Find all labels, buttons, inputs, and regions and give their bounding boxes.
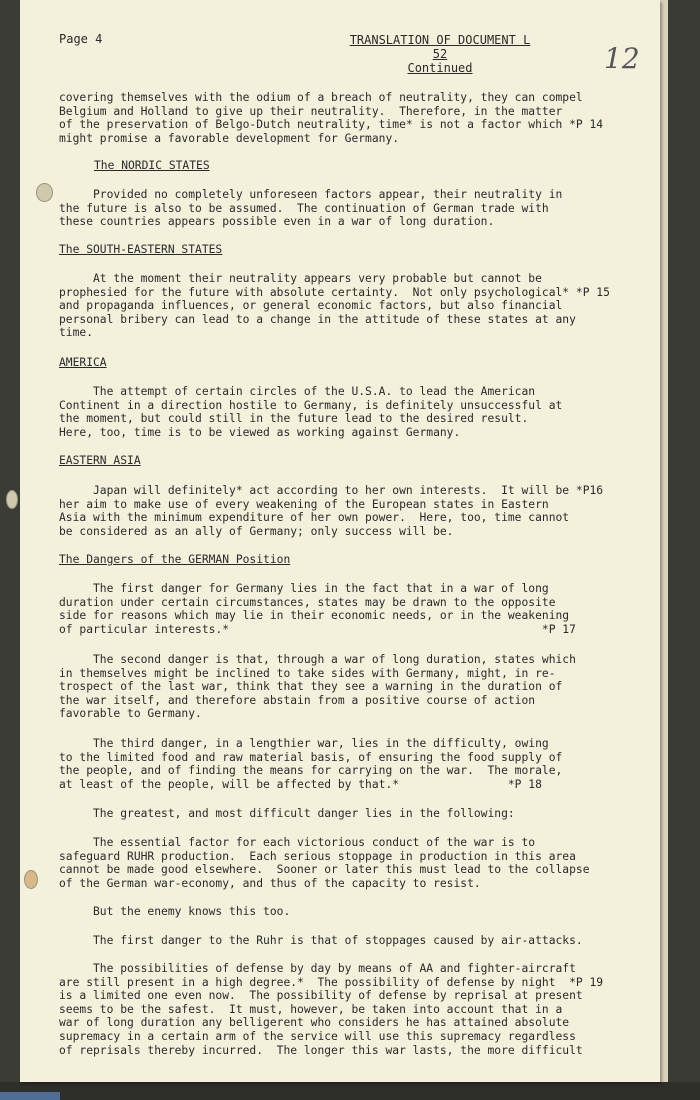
text-line: But the enemy knows this too.	[59, 905, 291, 918]
text-line: The attempt of certain circles of the U.S.A. to lead the American	[59, 385, 536, 398]
text-line: Belgium and Holland to give up their neutrality. Therefore, in the matter	[59, 104, 563, 118]
text-line: cannot be made good elsewhere. Sooner or later this must lead to the collapse	[59, 863, 590, 877]
text-line: trospect of the last war, think that they see a warning in the duration of	[59, 680, 563, 694]
document-header	[345, 33, 535, 75]
text-line: the moment, but could still in the future lead to the desired result.	[59, 412, 529, 426]
paragraph-america	[59, 385, 562, 439]
heading-south-eastern	[59, 243, 222, 257]
text-line: the future is also to be assumed. The continuation of German trade with	[59, 201, 549, 215]
text-line: the people, and of finding the means for carrying on the war. The morale,	[59, 764, 563, 778]
text-line: The third danger, in a lengthier war, lies in the difficulty, owing	[59, 737, 549, 750]
paragraph-greatest-danger	[59, 807, 515, 821]
section-heading: The SOUTH-EASTERN STATES	[59, 243, 223, 256]
blue-cover-edge	[0, 1092, 60, 1100]
paragraph-enemy-knows	[59, 905, 290, 919]
text-line: of the preservation of Belgo-Dutch neutrality, time* is not a factor which *P 14	[59, 118, 604, 132]
paragraph-first-danger	[59, 582, 576, 636]
text-line: is a limited one even now. The possibility of defense by reprisal at present	[59, 989, 583, 1003]
text-line: seems to be the safest. It must, however, be taken into account that in a	[59, 1002, 563, 1016]
text-line: might promise a favorable development for Germany.	[59, 131, 400, 145]
text-line: The first danger for Germany lies in the fact that in a war of long	[59, 582, 549, 595]
punch-hole	[6, 490, 18, 509]
punch-hole	[24, 870, 38, 889]
section-heading: EASTERN ASIA	[59, 454, 141, 467]
text-line: of particular interests.* *P 17	[59, 622, 576, 636]
text-line: supremacy in a certain arm of the service will use this supremacy regardless	[59, 1029, 576, 1043]
binder-edge	[0, 0, 22, 1100]
text-line: duration under certain circumstances, states may be drawn to the opposite	[59, 595, 556, 609]
text-line: Japan will definitely* act according to her own interests. It will be *P16	[59, 484, 604, 497]
text-line: at least of the people, will be affected by that.* *P 18	[59, 777, 542, 791]
section-heading: The Dangers of the GERMAN Position	[59, 553, 291, 566]
heading-eastern-asia	[59, 454, 141, 468]
text-line: Here, too, time is to be viewed as working against Germany.	[59, 425, 461, 439]
text-line: and propaganda influences, or general economic factors, but also financial	[59, 299, 563, 313]
section-heading: The NORDIC STATES	[94, 159, 210, 172]
heading-dangers	[59, 553, 290, 567]
document-subtitle: Continued	[407, 61, 473, 75]
text-line: the war itself, and therefore abstain from a positive course of action	[59, 693, 536, 707]
text-line: be considered as an ally of Germany; only success will be.	[59, 524, 454, 538]
section-heading: AMERICA	[59, 356, 107, 369]
text-line: of the German war-economy, and thus of the capacity to resist.	[59, 876, 481, 890]
paragraph-ruhr	[59, 836, 590, 890]
text-line: of reprisals thereby incurred. The longer this war lasts, the more difficult	[59, 1043, 583, 1057]
page-edge	[660, 0, 668, 1090]
paragraph-south-eastern	[59, 272, 610, 340]
text-line: war of long duration any belligerent who considers he has attained absolute	[59, 1016, 570, 1030]
paragraph-second-danger	[59, 653, 576, 721]
document-title: TRANSLATION OF DOCUMENT L 52	[349, 33, 531, 61]
document-page	[20, 0, 660, 1082]
paragraph-eastern-asia	[59, 484, 603, 538]
text-line: these countries appears possible even in a war of long duration.	[59, 215, 495, 229]
text-line: The greatest, and most difficult danger lies in the following:	[59, 807, 515, 820]
background-bottom	[0, 1082, 700, 1100]
text-line: in themselves might be inclined to take sides with Germany, might, in re-	[59, 666, 556, 680]
punch-hole	[36, 183, 53, 202]
text-line: Provided no completely unforeseen factors appear, their neutrality in	[59, 188, 563, 201]
text-line: safeguard RUHR production. Each serious stoppage in production in this area	[59, 849, 576, 863]
text-line: personal bribery can lead to a change in the attitude of these states at any	[59, 312, 576, 326]
text-line: Asia with the minimum expenditure of her own power. Here, too, time cannot	[59, 511, 570, 525]
text-line: At the moment their neutrality appears very probable but cannot be	[59, 272, 542, 285]
text-line: to the limited food and raw material basis, of ensuring the food supply of	[59, 750, 563, 764]
text-line: covering themselves with the odium of a breach of neutrality, they can compel	[59, 91, 583, 104]
heading-nordic	[94, 159, 210, 173]
text-line: The essential factor for each victorious conduct of the war is to	[59, 836, 536, 849]
heading-america	[59, 356, 107, 370]
text-line: her aim to make use of every weakening of the European states in Eastern	[59, 497, 549, 511]
page-number: Page 4	[59, 32, 103, 46]
text-line: prophesied for the future with absolute certainty. Not only psychological* *P 15	[59, 285, 610, 299]
text-line: The first danger to the Ruhr is that of stoppages caused by air-attacks.	[59, 934, 583, 947]
paragraph-defense	[59, 962, 603, 1057]
paragraph-intro	[59, 91, 603, 145]
text-line: The possibilities of defense by day by means of AA and fighter-aircraft	[59, 962, 576, 975]
paragraph-ruhr-danger	[59, 934, 583, 948]
text-line: The second danger is that, through a war of long duration, states which	[59, 653, 576, 666]
text-line: time.	[59, 326, 94, 340]
handwritten-page-number: 12	[604, 42, 640, 75]
text-line: Continent in a direction hostile to Germany, is definitely unsuccessful at	[59, 398, 563, 412]
text-line: side for reasons which may lie in their economic needs, or in the weakening	[59, 609, 570, 623]
paragraph-third-danger	[59, 737, 562, 791]
paragraph-nordic	[59, 188, 562, 229]
text-line: are still present in a high degree.* The possibility of defense by night *P 19	[59, 975, 604, 989]
text-line: favorable to Germany.	[59, 707, 202, 721]
